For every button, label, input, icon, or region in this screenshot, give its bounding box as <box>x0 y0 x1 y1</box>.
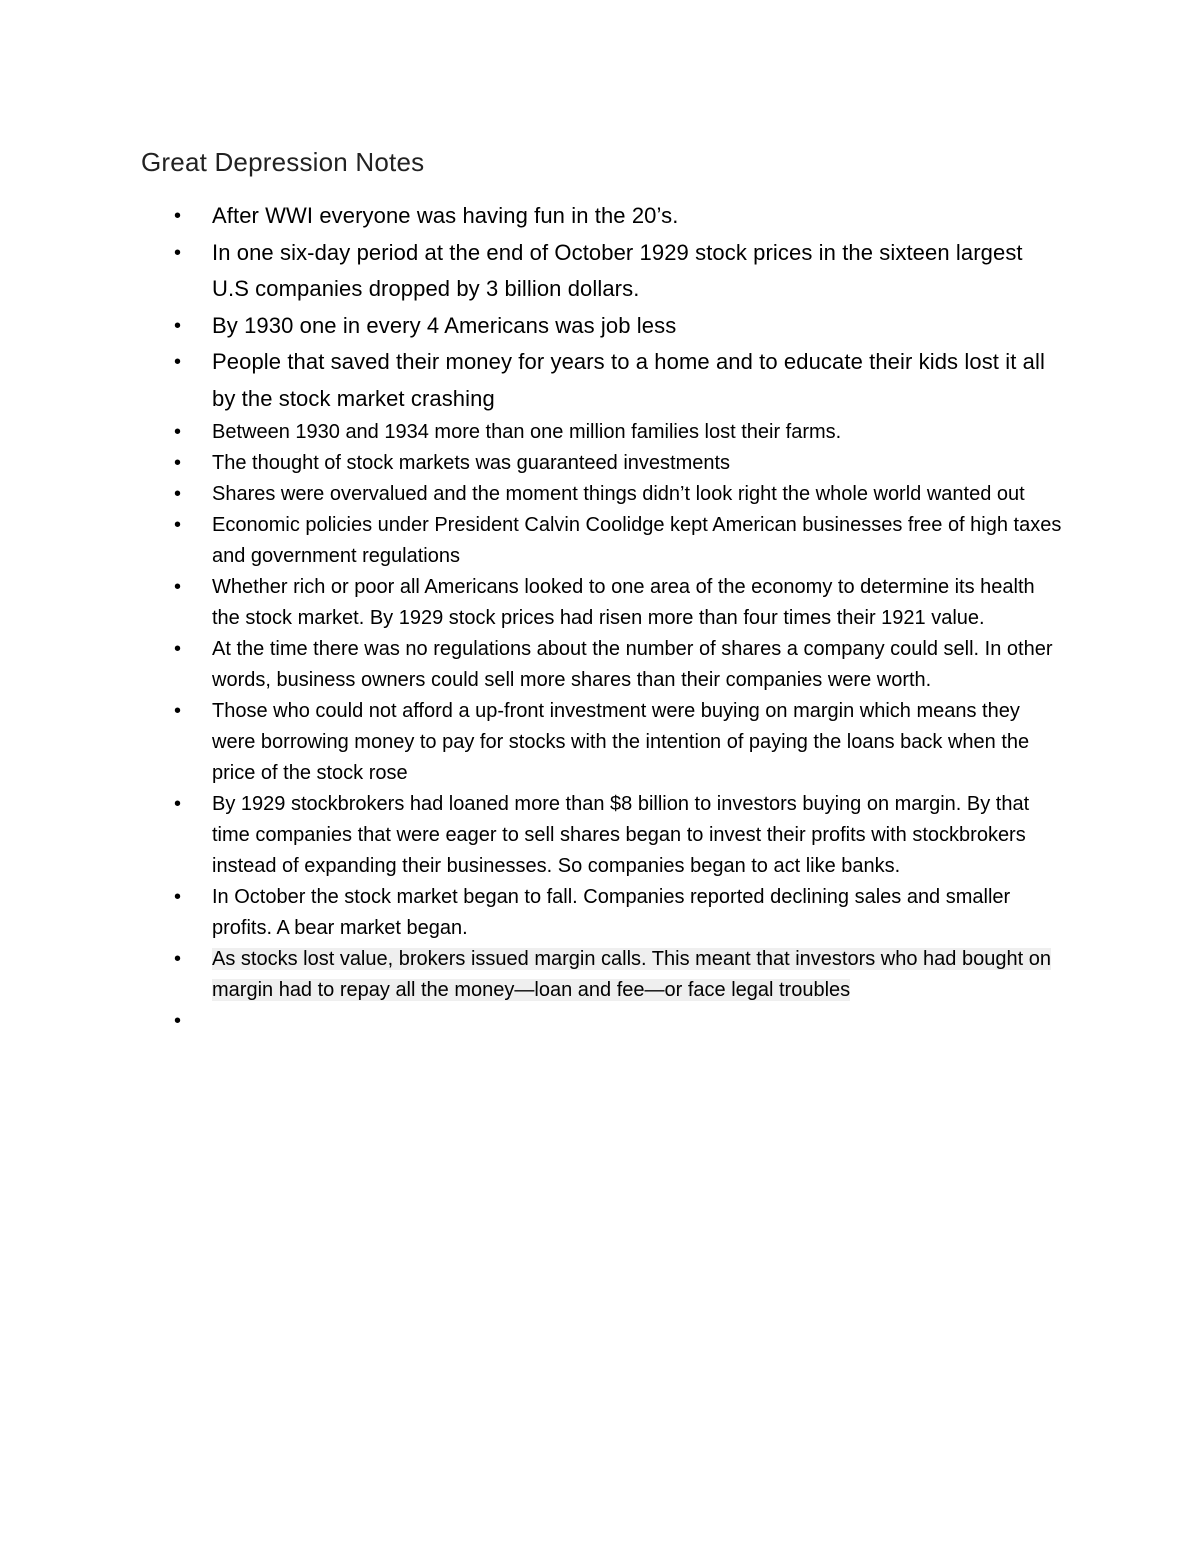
list-item <box>0 417 1062 448</box>
list-item <box>0 572 1062 634</box>
list-item-text: As stocks lost value, brokers issued margin calls. This meant that investors who had bought on margin had to repay all the money—loan and fee—or face legal troubles <box>212 948 1051 1001</box>
list-item-empty[interactable] <box>0 1006 1062 1037</box>
list-item-text: Shares were overvalued and the moment things didn’t look right the whole world wanted out <box>212 483 1025 505</box>
list-item <box>0 510 1062 572</box>
bullet-icon: • <box>174 793 182 815</box>
list-item-text: Economic policies under President Calvin Coolidge kept American businesses free of high taxes and government regulations <box>212 514 1062 567</box>
list-item-text: Whether rich or poor all Americans looked to one area of the economy to determine its health the stock market. By 1929 stock prices had risen more than four times their 1921 value. <box>212 576 1035 629</box>
notes-list <box>0 198 1200 1037</box>
list-item-text: The thought of stock markets was guaranteed investments <box>212 452 731 474</box>
list-item <box>0 696 1062 789</box>
list-item-text: Between 1930 and 1934 more than one million families lost their farms. <box>212 421 842 443</box>
bullet-icon: • <box>174 205 182 227</box>
list-item <box>0 235 1062 308</box>
bullet-icon: • <box>174 1010 182 1032</box>
bullet-icon: • <box>174 576 182 598</box>
list-item-text: In October the stock market began to fall. Companies reported declining sales and smaller profits. A bear market began. <box>212 886 1011 939</box>
bullet-icon: • <box>174 638 182 660</box>
list-item <box>0 789 1062 882</box>
bullet-icon: • <box>174 483 182 505</box>
list-item-text: After WWI everyone was having fun in the 20’s. <box>212 203 679 228</box>
list-item-text: People that saved their money for years to a home and to educate their kids lost it all by the stock market crashing <box>212 349 1045 411</box>
bullet-icon: • <box>174 700 182 722</box>
bullet-icon: • <box>174 948 182 970</box>
list-item <box>0 882 1062 944</box>
list-item-text: By 1929 stockbrokers had loaned more than $8 billion to investors buying on margin. By that time companies that were eager to sell shares began to invest their profits with stockbrokers instead of expanding their businesses. So companies began to act like banks. <box>212 793 1030 877</box>
bullet-icon: • <box>174 514 182 536</box>
bullet-icon: • <box>174 886 182 908</box>
list-item <box>0 634 1062 696</box>
bullet-icon: • <box>174 421 182 443</box>
bullet-icon: • <box>174 241 182 264</box>
list-item-text: At the time there was no regulations about the number of shares a company could sell. In other words, business owners could sell more shares than their companies were worth. <box>212 638 1053 691</box>
page-title: Great Depression Notes <box>141 147 425 177</box>
list-item <box>0 198 1062 235</box>
bullet-icon: • <box>174 351 182 373</box>
list-item-text: By 1930 one in every 4 Americans was job less <box>212 312 677 338</box>
list-item <box>0 308 1062 345</box>
list-item-text: In one six-day period at the end of October 1929 stock prices in the sixteen largest U.S companies dropped by 3 billion dollars. <box>212 239 1023 301</box>
list-item-text: Those who could not afford a up-front investment were buying on margin which means they were borrowing money to pay for stocks with the intention of paying the loans back when the price of the stock rose <box>212 700 1030 784</box>
list-item <box>0 344 1062 417</box>
list-item <box>0 448 1062 479</box>
bullet-icon: • <box>174 314 182 337</box>
list-item <box>0 479 1062 510</box>
bullet-icon: • <box>174 452 182 474</box>
list-item-highlighted <box>0 944 1062 1006</box>
